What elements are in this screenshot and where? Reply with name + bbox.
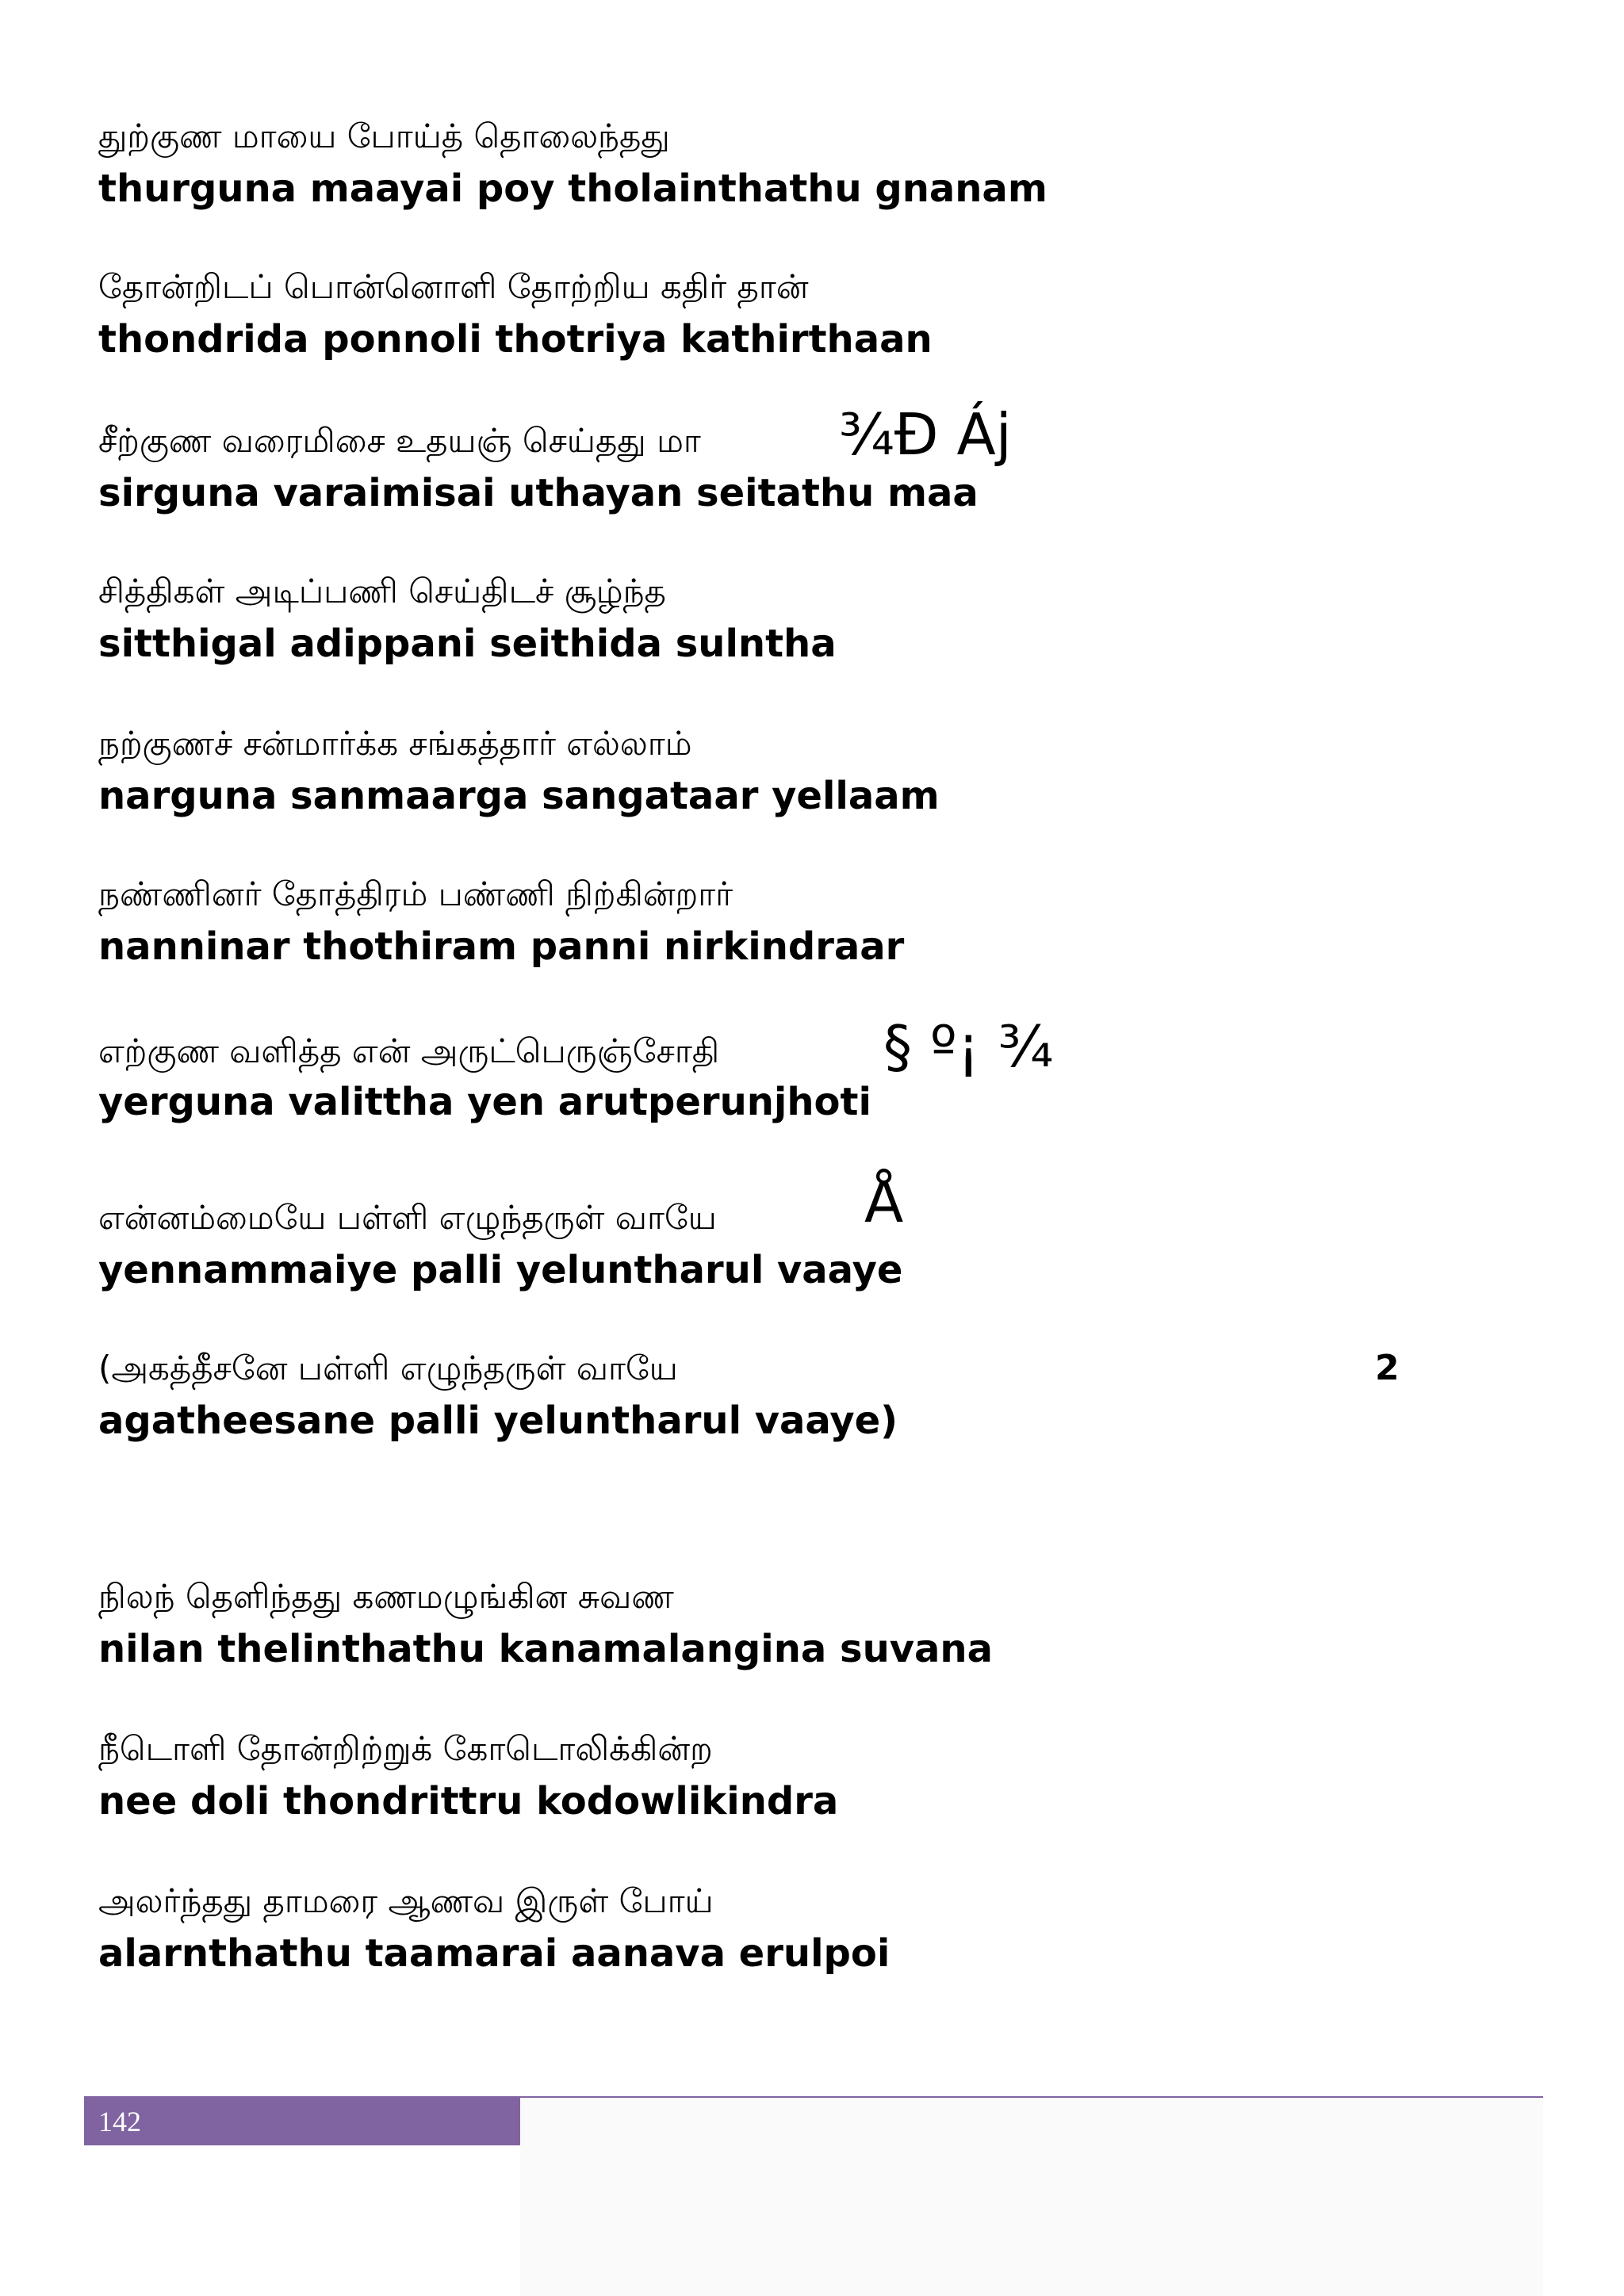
tamil-line-7: எற்குண வளித்த என் அருட்பெருஞ்சோதி (98, 1031, 720, 1070)
transliteration-line-6: nanninar thothiram panni nirkindraar (98, 924, 905, 969)
tamil-line-12: அலர்ந்தது தாமரை ஆணவ இருள் போய் (98, 1881, 714, 1920)
transliteration-line-9: agatheesane palli yeluntharul vaaye) (98, 1399, 898, 1443)
tamil-line-4: சித்திகள் அடிப்பணி செய்திடச் சூழ்ந்த (98, 572, 666, 610)
tamil-line-3: சீற்குண வரைமிசை உதயஞ் செய்தது மா (98, 421, 701, 460)
tamil-line-10: நிலந் தெளிந்தது கணமழுங்கின சுவண (98, 1577, 674, 1616)
transliteration-line-7: yerguna valittha yen arutperunjhoti (98, 1080, 871, 1124)
stray-glyph-line-3: ¾Ð Áj (839, 401, 1012, 468)
transliteration-line-4: sitthigal adippani seithida sulntha (98, 622, 837, 666)
tamil-line-6: நண்ணினர் தோத்திரம் பண்ணி நிற்கின்றார் (98, 874, 733, 913)
stray-glyph-line-8: Å (864, 1169, 904, 1235)
tamil-line-2: தோன்றிடப் பொன்னொளி தோற்றிய கதிர் தான் (98, 267, 809, 306)
transliteration-line-1: thurguna maayai poy tholainthathu gnanam (98, 166, 1048, 211)
transliteration-line-10: nilan thelinthathu kanamalangina suvana (98, 1627, 993, 1671)
tamil-line-9: (அகத்தீசனே பள்ளி எழுந்தருள் வாயே (98, 1349, 678, 1387)
tamil-line-11: நீடொளி தோன்றிற்றுக் கோடொலிக்கின்ற (98, 1729, 713, 1768)
page-number: 142 (98, 2106, 141, 2137)
verse-number: 2 (1375, 1348, 1400, 1388)
transliteration-line-8: yennammaiye palli yeluntharul vaaye (98, 1248, 903, 1292)
transliteration-line-5: narguna sanmaarga sangataar yellaam (98, 774, 940, 818)
transliteration-line-3: sirguna varaimisai uthayan seitathu maa (98, 471, 979, 515)
footer-shadow (520, 2098, 1543, 2296)
stray-glyph-line-7: § º¡ ¾ (883, 1013, 1054, 1080)
tamil-line-5: நற்குணச் சன்மார்க்க சங்கத்தார் எல்லாம் (98, 724, 692, 763)
tamil-line-8: என்னம்மையே பள்ளி எழுந்தருள் வாயே (98, 1198, 717, 1237)
page-number-box (84, 2098, 520, 2145)
transliteration-line-12: alarnthathu taamarai aanava erulpoi (98, 1931, 891, 1976)
tamil-line-1: துற்குண மாயை போய்த் தொலைந்தது (98, 117, 670, 155)
transliteration-line-2: thondrida ponnoli thotriya kathirthaan (98, 317, 933, 362)
transliteration-line-11: nee doli thondrittru kodowlikindra (98, 1779, 839, 1823)
